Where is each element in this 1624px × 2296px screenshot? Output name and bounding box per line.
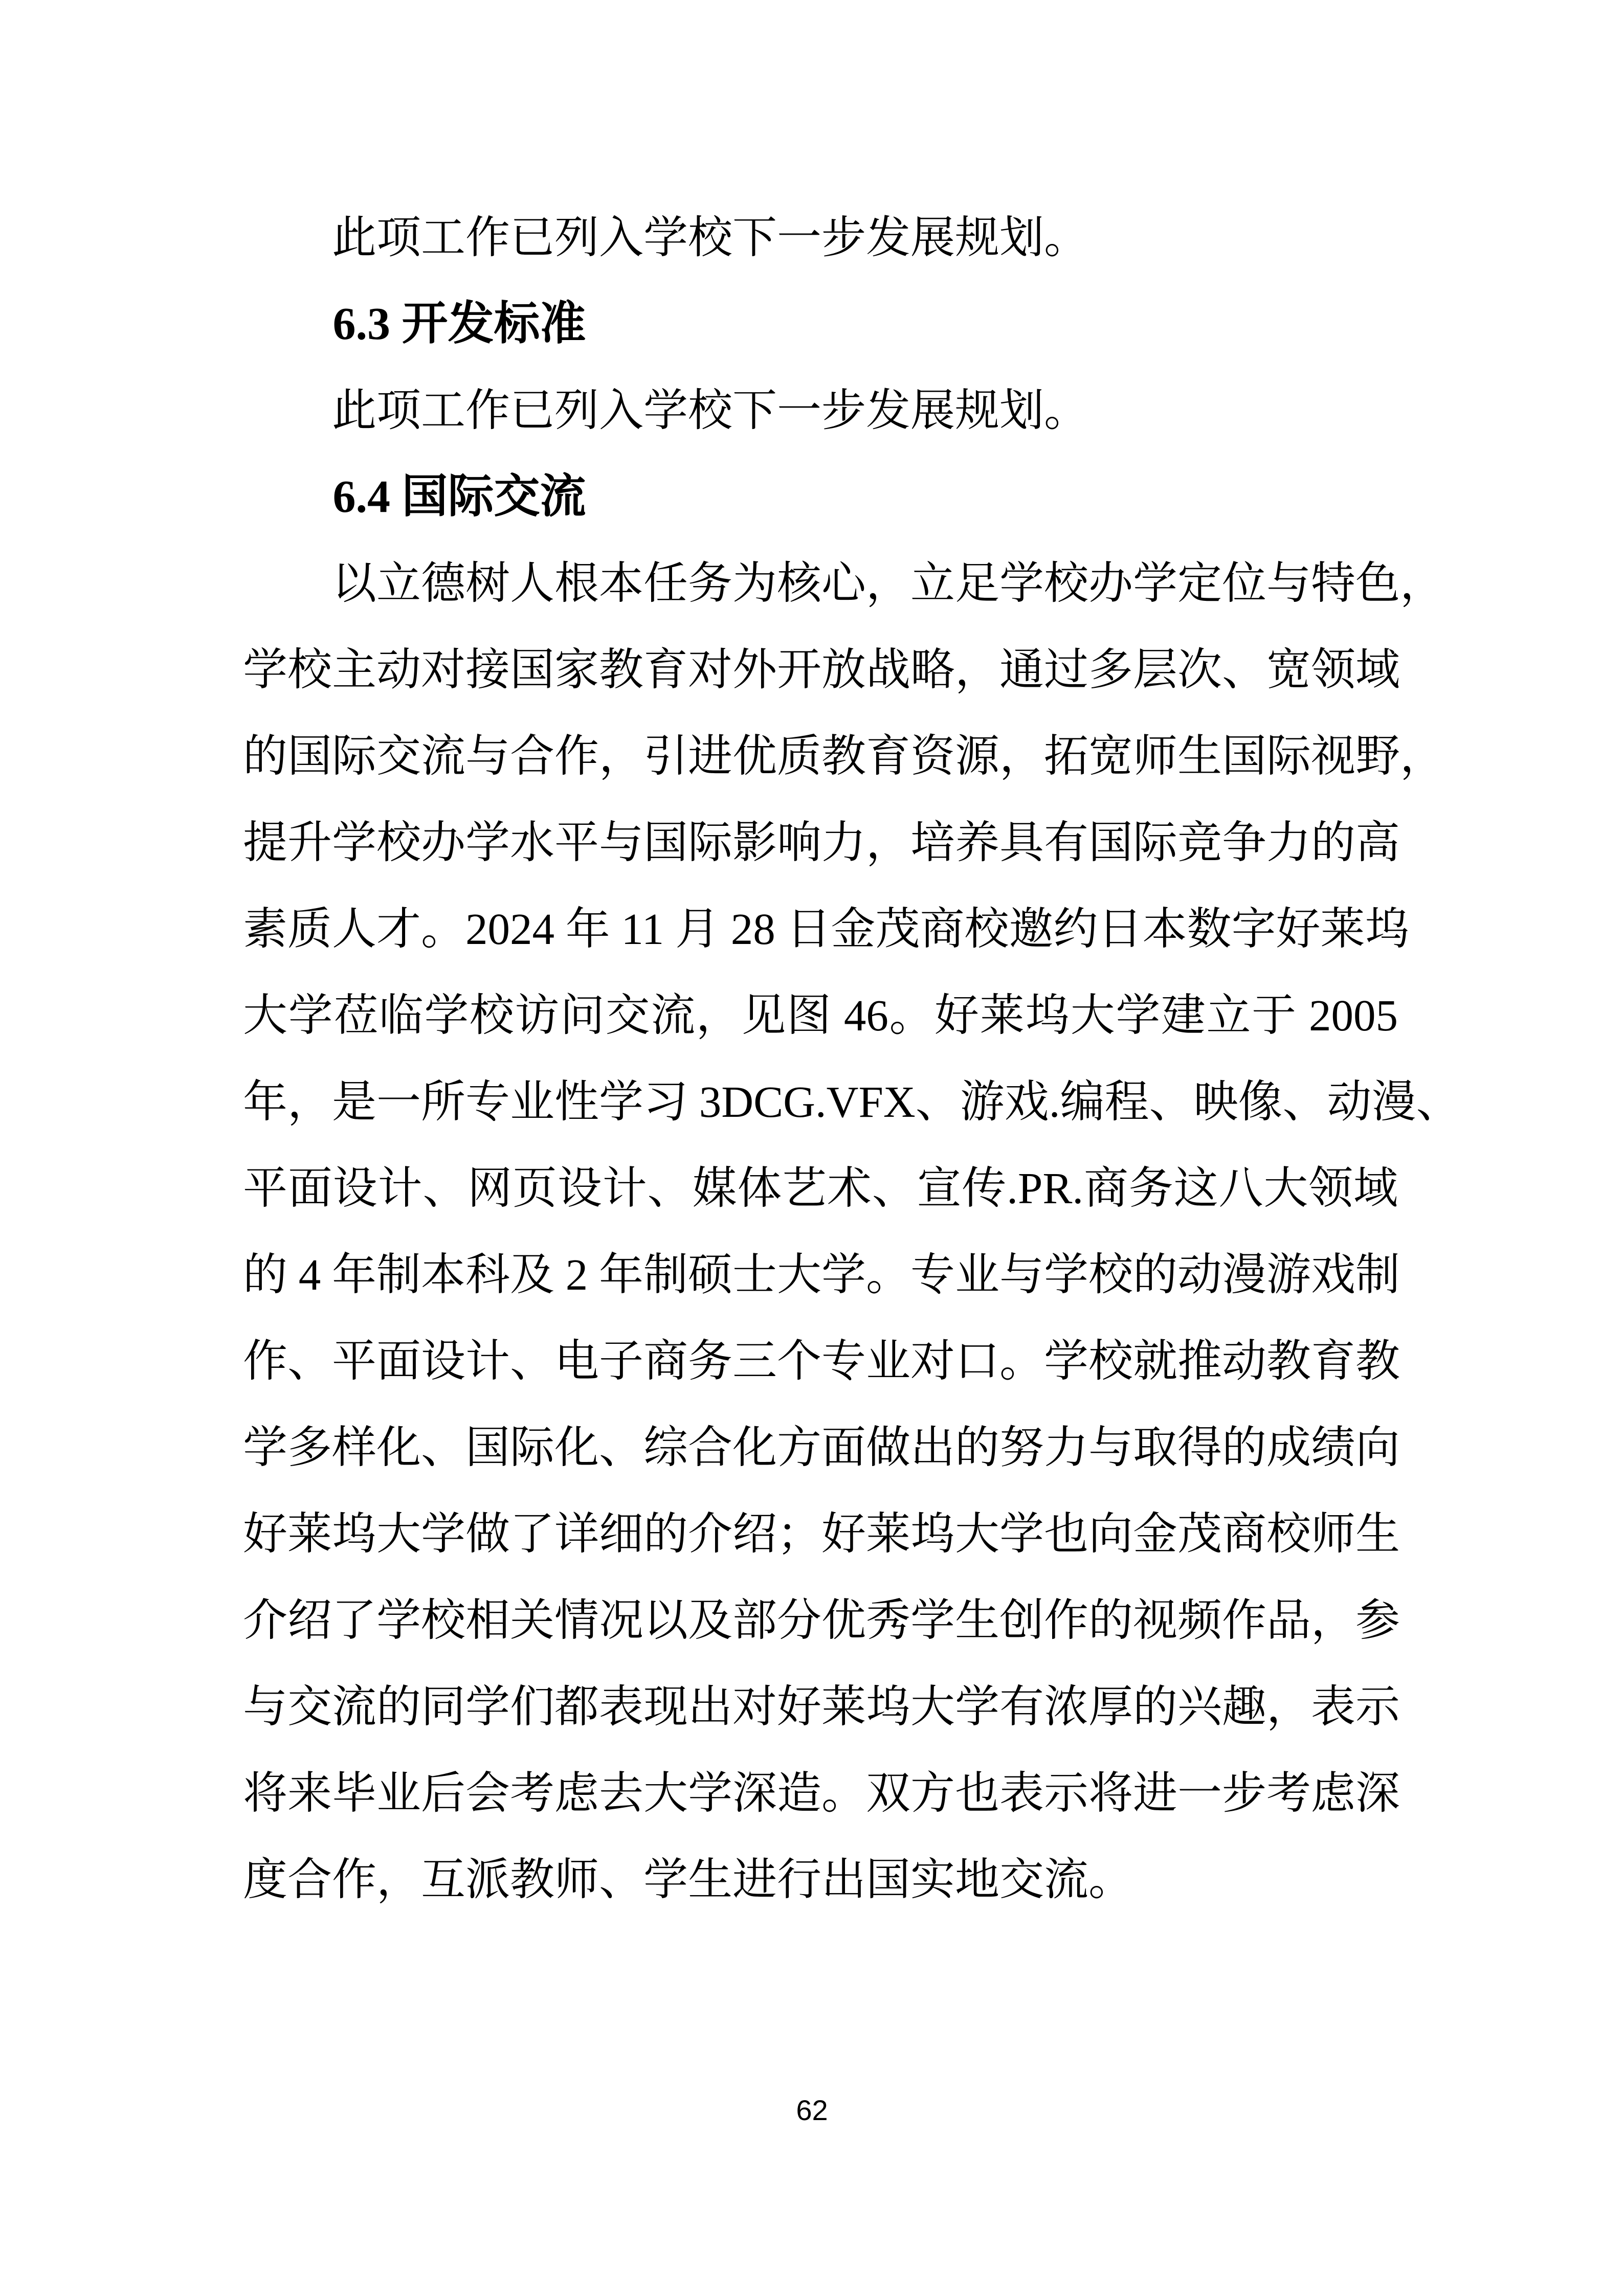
text-line: 的 4 年制本科及 2 年制硕士大学。专业与学校的动漫游戏制 [243, 1250, 1400, 1299]
text-line: 大学莅临学校访问交流，见图 46。好莱坞大学建立于 2005 [243, 991, 1398, 1040]
text-line: 素质人才。2024 年 11 月 28 日金茂商校邀约日本数字好莱坞 [243, 904, 1410, 954]
text-line: 作、平面设计、电子商务三个专业对口。学校就推动教育教 [243, 1336, 1400, 1386]
text-line: 学多样化、国际化、综合化方面做出的努力与取得的成绩向 [243, 1423, 1400, 1472]
text-line: 将来毕业后会考虑去大学深造。双方也表示将进一步考虑深 [243, 1768, 1400, 1818]
section-heading: 6.4 国际交流 [332, 471, 586, 522]
text-line: 提升学校办学水平与国际影响力，培养具有国际竞争力的高 [243, 818, 1400, 867]
text-line: 学校主动对接国家教育对外开放战略，通过多层次、宽领域 [243, 645, 1400, 694]
page-number: 62 [796, 2094, 828, 2126]
text-line: 介绍了学校相关情况以及部分优秀学生创作的视频作品，参 [243, 1595, 1400, 1645]
text-line: 的国际交流与合作，引进优质教育资源，拓宽师生国际视野， [243, 731, 1444, 781]
document-body [243, 194, 1461, 1923]
text-line: 好莱坞大学做了详细的介绍；好莱坞大学也向金茂商校师生 [243, 1509, 1400, 1559]
text-line: 此项工作已列入学校下一步发展规划。 [332, 386, 1088, 435]
text-line: 与交流的同学们都表现出对好莱坞大学有浓厚的兴趣，表示 [243, 1682, 1400, 1731]
text-line: 以立德树人根本任务为核心，立足学校办学定位与特色， [332, 558, 1444, 608]
text-line: 度合作，互派教师、学生进行出国实地交流。 [243, 1855, 1133, 1904]
text-line: 年，是一所专业性学习 3DCG.VFX、游戏.编程、映像、动漫、 [243, 1077, 1461, 1127]
page-footer [0, 2095, 1624, 2126]
text-line: 此项工作已列入学校下一步发展规划。 [332, 213, 1088, 262]
section-heading: 6.3 开发标准 [332, 299, 586, 349]
text-line: 平面设计、网页设计、媒体艺术、宣传.PR.商务这八大领域 [243, 1163, 1398, 1213]
